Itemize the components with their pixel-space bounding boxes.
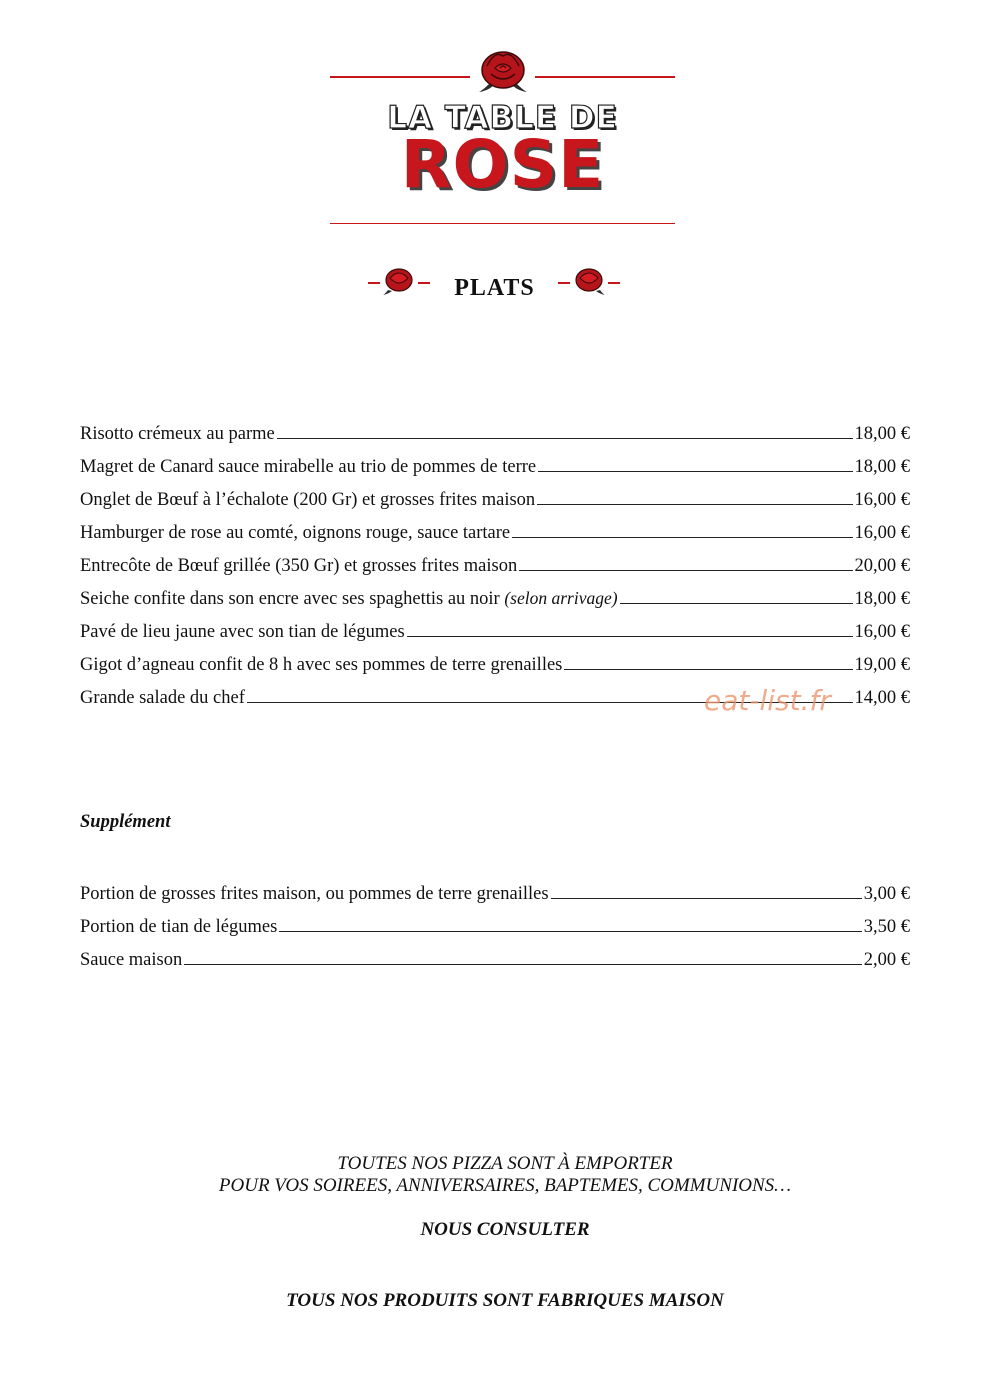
- menu-item: [80, 412, 910, 445]
- item-price: 16,00 €: [854, 622, 910, 642]
- rose-ornament-right: [556, 266, 622, 296]
- item-name: [80, 622, 405, 643]
- item-name-text: Pavé de lieu jaune avec son tian de légumes: [80, 622, 405, 642]
- item-note: (selon arrivage): [504, 588, 618, 608]
- item-price: 18,00 €: [854, 424, 910, 444]
- logo-divider-right: [535, 76, 675, 78]
- menu-item: [80, 610, 910, 643]
- dot-leader: [551, 898, 862, 899]
- dot-leader: [279, 931, 861, 932]
- item-name: [80, 490, 535, 511]
- footer-events: POUR VOS SOIREES, ANNIVERSAIRES, BAPTEMES, COMMUNIONS…: [218, 1175, 792, 1196]
- menu-item: [80, 643, 910, 676]
- supplement-item: [80, 938, 910, 971]
- item-name: [80, 655, 562, 676]
- dot-leader: [519, 570, 852, 571]
- menu-item: [80, 544, 910, 577]
- logo-line-2: ROSE: [400, 126, 605, 203]
- menu-item: [80, 478, 910, 511]
- dot-leader: [407, 636, 853, 637]
- dot-leader: [184, 964, 862, 965]
- item-name-text: Entrecôte de Bœuf grillée (350 Gr) et grosses frites maison: [80, 556, 518, 576]
- logo-line-1: LA TABLE DE: [387, 100, 618, 136]
- item-name: [80, 457, 536, 478]
- item-name-text: Grande salade du chef: [80, 688, 245, 708]
- dot-leader: [538, 471, 852, 472]
- plats-list: [80, 412, 910, 709]
- footer-homemade: TOUS NOS PRODUITS SONT FABRIQUES MAISON: [286, 1290, 724, 1311]
- item-name: [80, 950, 182, 971]
- dot-leader: [277, 438, 853, 439]
- section-title: PLATS: [454, 275, 535, 301]
- supplement-title: Supplément: [80, 812, 171, 832]
- footer-takeaway: TOUTES NOS PIZZA SONT À EMPORTER: [337, 1153, 673, 1174]
- item-price: 16,00 €: [854, 490, 910, 510]
- item-price: 2,00 €: [863, 950, 910, 970]
- logo-divider-bottom: [330, 223, 675, 224]
- supplement-item: [80, 905, 910, 938]
- item-name: [80, 523, 510, 544]
- item-name-text: Portion de grosses frites maison, ou pommes de terre grenailles: [80, 884, 549, 904]
- item-price: 14,00 €: [854, 688, 910, 708]
- rose-icon: [475, 44, 531, 94]
- dot-leader: [620, 603, 853, 604]
- footer-contact: NOUS CONSULTER: [420, 1219, 590, 1240]
- item-name-text: Seiche confite dans son encre avec ses spaghettis au noir: [80, 589, 505, 609]
- menu-item: [80, 511, 910, 544]
- item-price: 18,00 €: [854, 589, 910, 609]
- item-price: 18,00 €: [854, 457, 910, 477]
- dot-leader: [512, 537, 852, 538]
- logo-divider-left: [330, 76, 470, 78]
- item-price: 16,00 €: [854, 523, 910, 543]
- restaurant-logo: [330, 40, 675, 235]
- item-price: 20,00 €: [854, 556, 910, 576]
- item-name-text: Risotto crémeux au parme: [80, 424, 275, 444]
- item-price: 3,50 €: [863, 917, 910, 937]
- watermark: eat-list.fr: [704, 684, 831, 717]
- supplement-item: [80, 872, 910, 905]
- item-price: 3,00 €: [863, 884, 910, 904]
- menu-item: [80, 577, 910, 610]
- item-name-text: Hamburger de rose au comté, oignons rouge, sauce tartare: [80, 523, 511, 543]
- item-name: [80, 588, 618, 610]
- item-name: [80, 556, 517, 577]
- item-name: [80, 884, 549, 905]
- dot-leader: [564, 669, 852, 670]
- item-name: [80, 688, 245, 709]
- item-name-text: Portion de tian de légumes: [80, 917, 278, 937]
- item-name: [80, 424, 275, 445]
- supplement-list: [80, 872, 910, 971]
- menu-item: [80, 445, 910, 478]
- dot-leader: [537, 504, 852, 505]
- item-name-text: Sauce maison: [80, 950, 183, 970]
- item-price: 19,00 €: [854, 655, 910, 675]
- item-name-text: Onglet de Bœuf à l’échalote (200 Gr) et grosses frites maison: [80, 490, 536, 510]
- item-name-text: Magret de Canard sauce mirabelle au trio de pommes de terre: [80, 457, 537, 477]
- item-name-text: Gigot d’agneau confit de 8 h avec ses pommes de terre grenailles: [80, 655, 563, 675]
- item-name: [80, 917, 277, 938]
